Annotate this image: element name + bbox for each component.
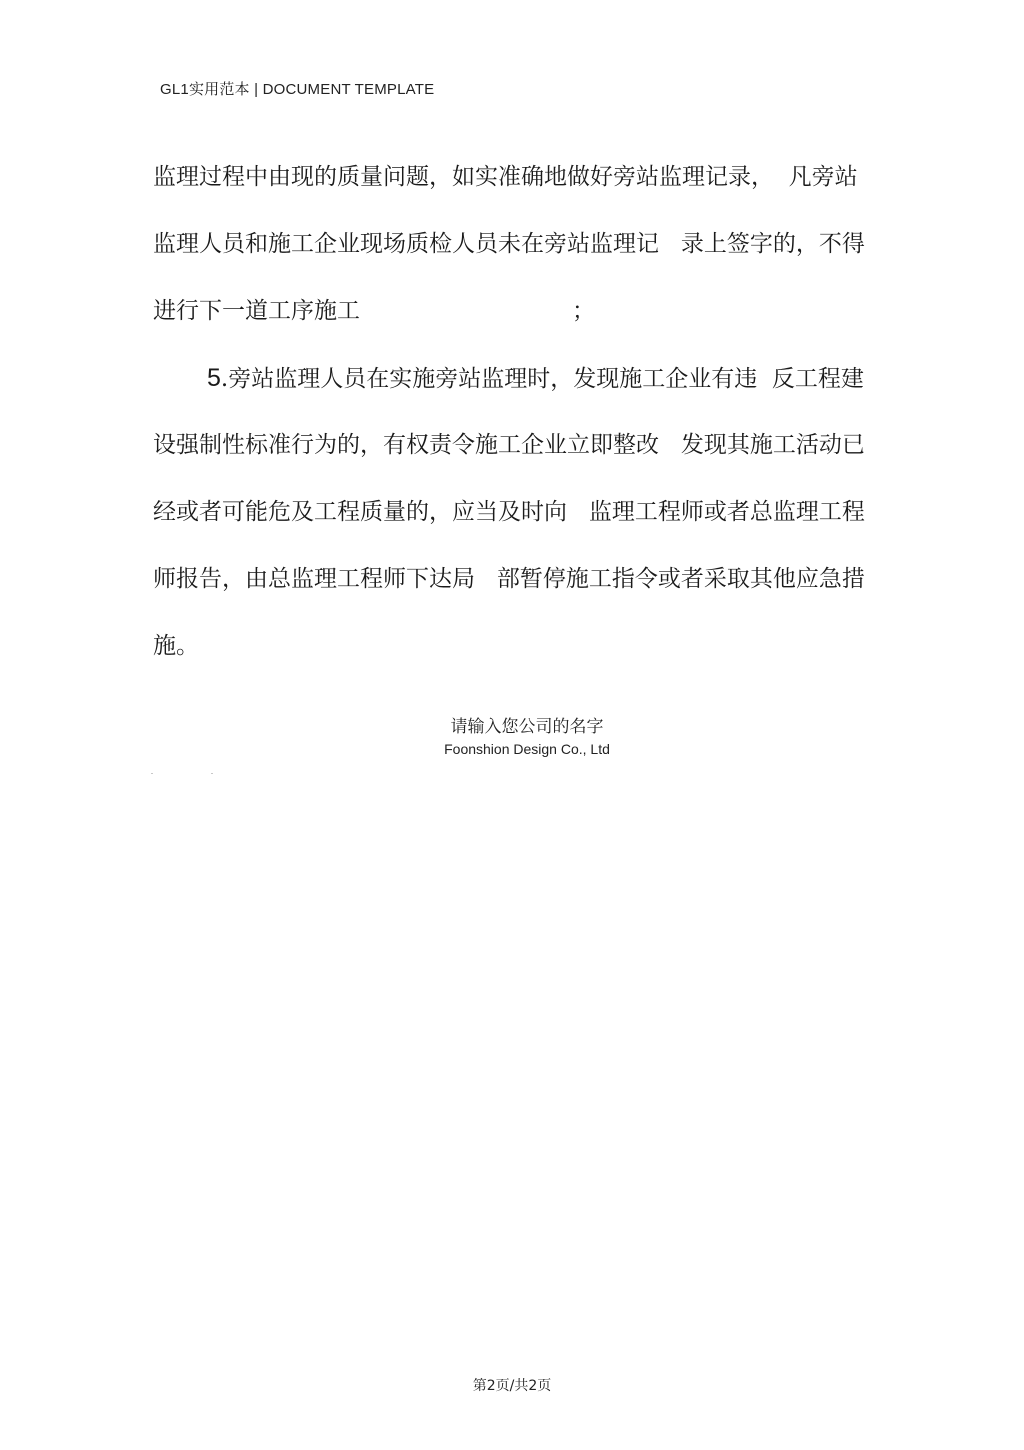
body-line-3: 进行下一道工序施工 ； <box>153 298 596 324</box>
body-line-5: 设强制性标准行为的，有权责令施工企业立即整改 发现其施工活动已 <box>153 432 865 458</box>
body-line-8: 施。 <box>153 633 199 659</box>
scan-artifact <box>151 773 153 774</box>
page-indicator: 第2页/共2页 <box>472 1378 552 1394</box>
body-line-1: 监理过程中由现的质量问题，如实准确地做好旁站监理记录， 凡旁站 <box>153 164 858 190</box>
company-name-cn: 请输入您公司的名字 <box>450 717 604 737</box>
body-line-6: 经或者可能危及工程质量的，应当及时向 监理工程师或者总监理工程 <box>153 499 865 525</box>
document-header: GL1实用范本 | DOCUMENT TEMPLATE <box>160 81 435 98</box>
scan-artifact <box>211 773 213 774</box>
body-line-7: 师报告，由总监理工程师下达局 部暂停施工指令或者采取其他应急措 <box>153 566 865 592</box>
item-number: 5 <box>207 364 221 392</box>
body-line-4: .旁站监理人员在实施旁站监理时，发现施工企业有违 反工程建 <box>220 366 864 392</box>
body-paragraph-5-first-line <box>207 363 864 394</box>
company-name-en: Foonshion Design Co., Ltd <box>444 741 610 757</box>
body-line-2: 监理人员和施工企业现场质检人员未在旁站监理记 录上签字的，不得 <box>153 231 865 257</box>
